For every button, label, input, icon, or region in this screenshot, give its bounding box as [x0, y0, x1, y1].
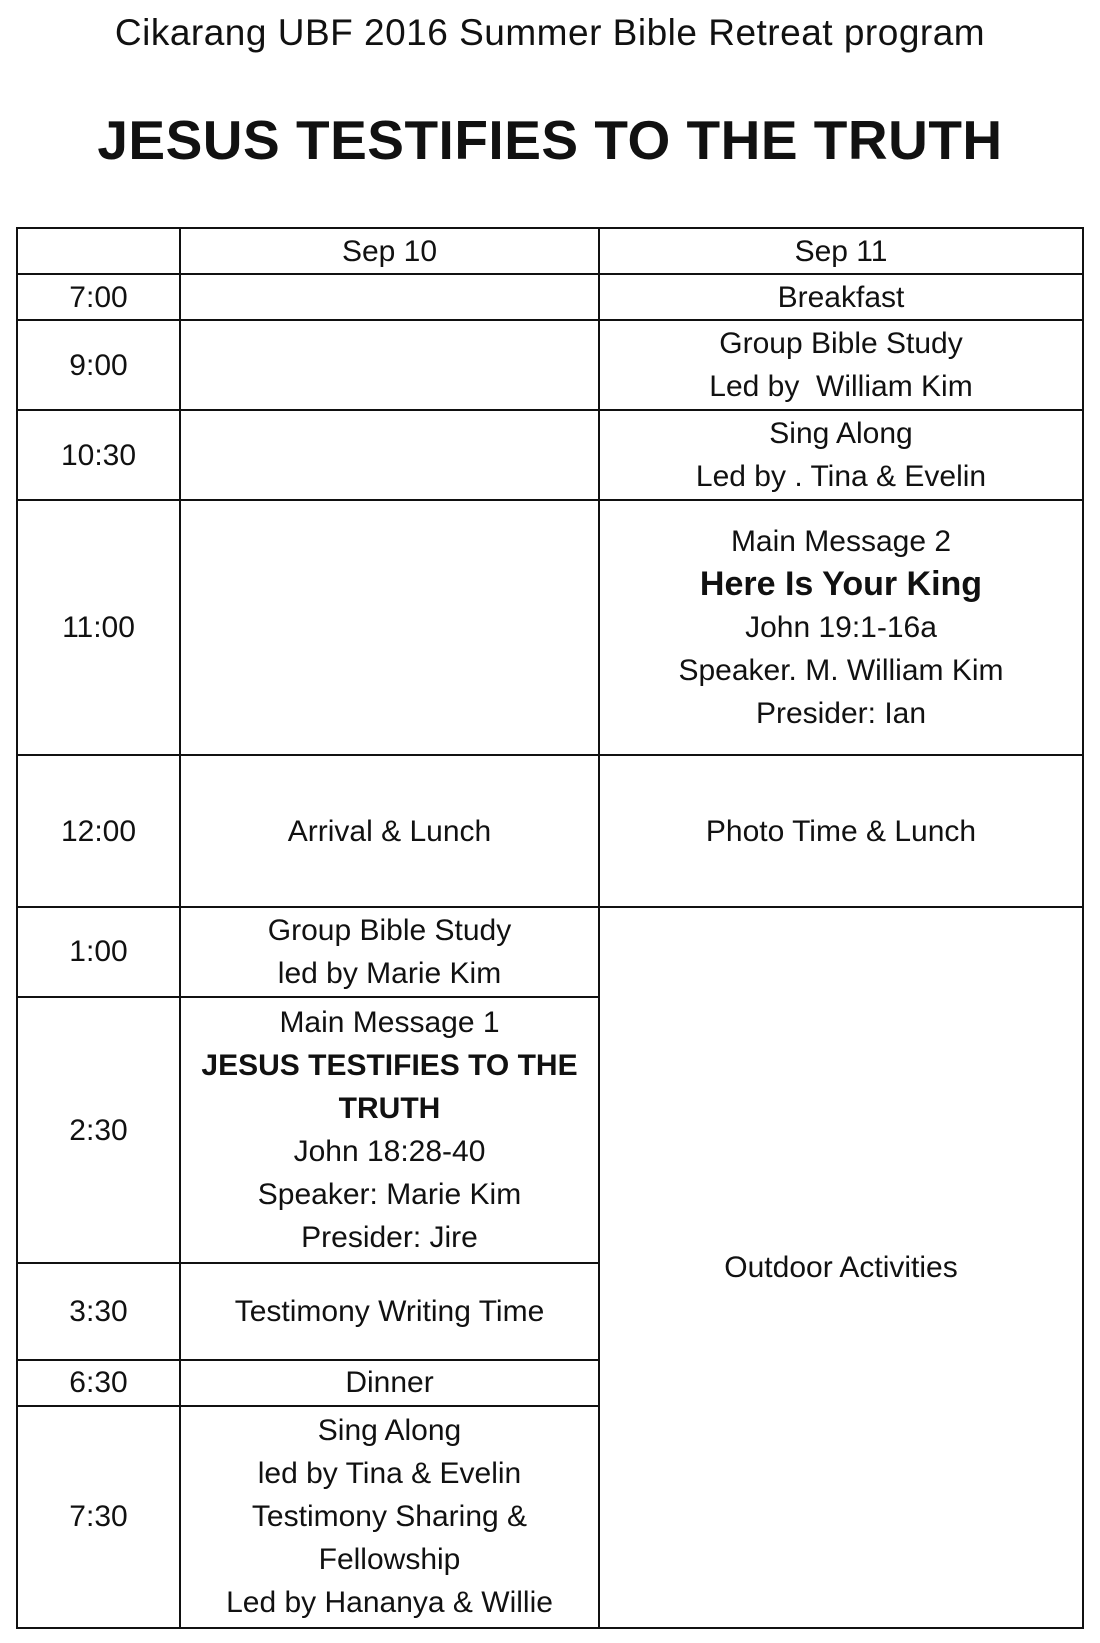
- message-title: Here Is Your King: [699, 565, 983, 604]
- time-cell: 1:00: [17, 907, 180, 997]
- time-cell: 12:00: [17, 755, 180, 907]
- time-cell: 2:30: [17, 997, 180, 1263]
- event-label: Fellowship: [318, 1543, 461, 1577]
- event-label: Sing Along: [769, 417, 913, 451]
- program-title: JESUS TESTIFIES TO THE TRUTH: [97, 109, 1003, 171]
- table-row: [17, 410, 1083, 500]
- leader-label: led by Tina & Evelin: [257, 1457, 522, 1491]
- table-row: [17, 320, 1083, 410]
- header-cell-sep10: Sep 10: [180, 228, 599, 274]
- leader-label: Led by William Kim: [709, 370, 973, 404]
- message-title: TRUTH: [338, 1092, 441, 1126]
- header-cell-time: [17, 228, 180, 274]
- schedule-table: [16, 227, 1084, 1629]
- table-header-row: [17, 228, 1083, 274]
- sep10-arrival-lunch: Arrival & Lunch: [180, 755, 599, 907]
- event-label: Testimony Sharing &: [251, 1500, 528, 1534]
- time-cell: 6:30: [17, 1360, 180, 1406]
- time-cell: 3:30: [17, 1263, 180, 1359]
- empty-cell: [180, 500, 599, 755]
- empty-cell: [180, 410, 599, 500]
- table-row: [17, 500, 1083, 755]
- table-row: [17, 274, 1083, 320]
- time-cell: 7:30: [17, 1406, 180, 1628]
- message-title: JESUS TESTIFIES TO THE: [201, 1049, 578, 1083]
- message-label: Main Message 2: [730, 525, 952, 559]
- message-speaker: Speaker: Marie Kim: [257, 1178, 522, 1212]
- empty-cell: [180, 274, 599, 320]
- leader-label: Led by . Tina & Evelin: [695, 460, 987, 494]
- message-presider: Presider: Ian: [755, 697, 927, 731]
- sep11-main-message: [599, 500, 1083, 755]
- sep10-group-bible-study: [180, 907, 599, 997]
- leader-label: led by Marie Kim: [277, 956, 502, 990]
- table-row: [17, 755, 1083, 907]
- header-cell-sep11: Sep 11: [599, 228, 1083, 274]
- sep10-evening-program: [180, 1406, 599, 1628]
- time-cell: 11:00: [17, 500, 180, 755]
- time-cell: 7:00: [17, 274, 180, 320]
- time-cell: 9:00: [17, 320, 180, 410]
- sep11-outdoor-activities: Outdoor Activities: [599, 907, 1083, 1628]
- sep11-group-bible-study: [599, 320, 1083, 410]
- sep11-sing-along: [599, 410, 1083, 500]
- program-subtitle: Cikarang UBF 2016 Summer Bible Retreat program: [114, 12, 986, 53]
- event-label: Group Bible Study: [267, 913, 512, 947]
- empty-cell: [180, 320, 599, 410]
- message-label: Main Message 1: [279, 1006, 500, 1040]
- table-row: [17, 907, 1083, 997]
- sep11-photo-lunch: Photo Time & Lunch: [599, 755, 1083, 907]
- leader-label: Led by Hananya & Willie: [226, 1586, 553, 1620]
- sep10-dinner: Dinner: [180, 1360, 599, 1406]
- sep10-main-message: [180, 997, 599, 1263]
- sep10-testimony-writing: Testimony Writing Time: [180, 1263, 599, 1359]
- message-presider: Presider: Jire: [301, 1221, 478, 1255]
- event-label: Group Bible Study: [719, 327, 963, 361]
- message-speaker: Speaker. M. William Kim: [678, 654, 1004, 688]
- event-label: Sing Along: [317, 1414, 462, 1448]
- message-passage: John 18:28-40: [293, 1135, 486, 1169]
- message-passage: John 19:1-16a: [745, 611, 937, 645]
- sep11-breakfast: Breakfast: [599, 274, 1083, 320]
- time-cell: 10:30: [17, 410, 180, 500]
